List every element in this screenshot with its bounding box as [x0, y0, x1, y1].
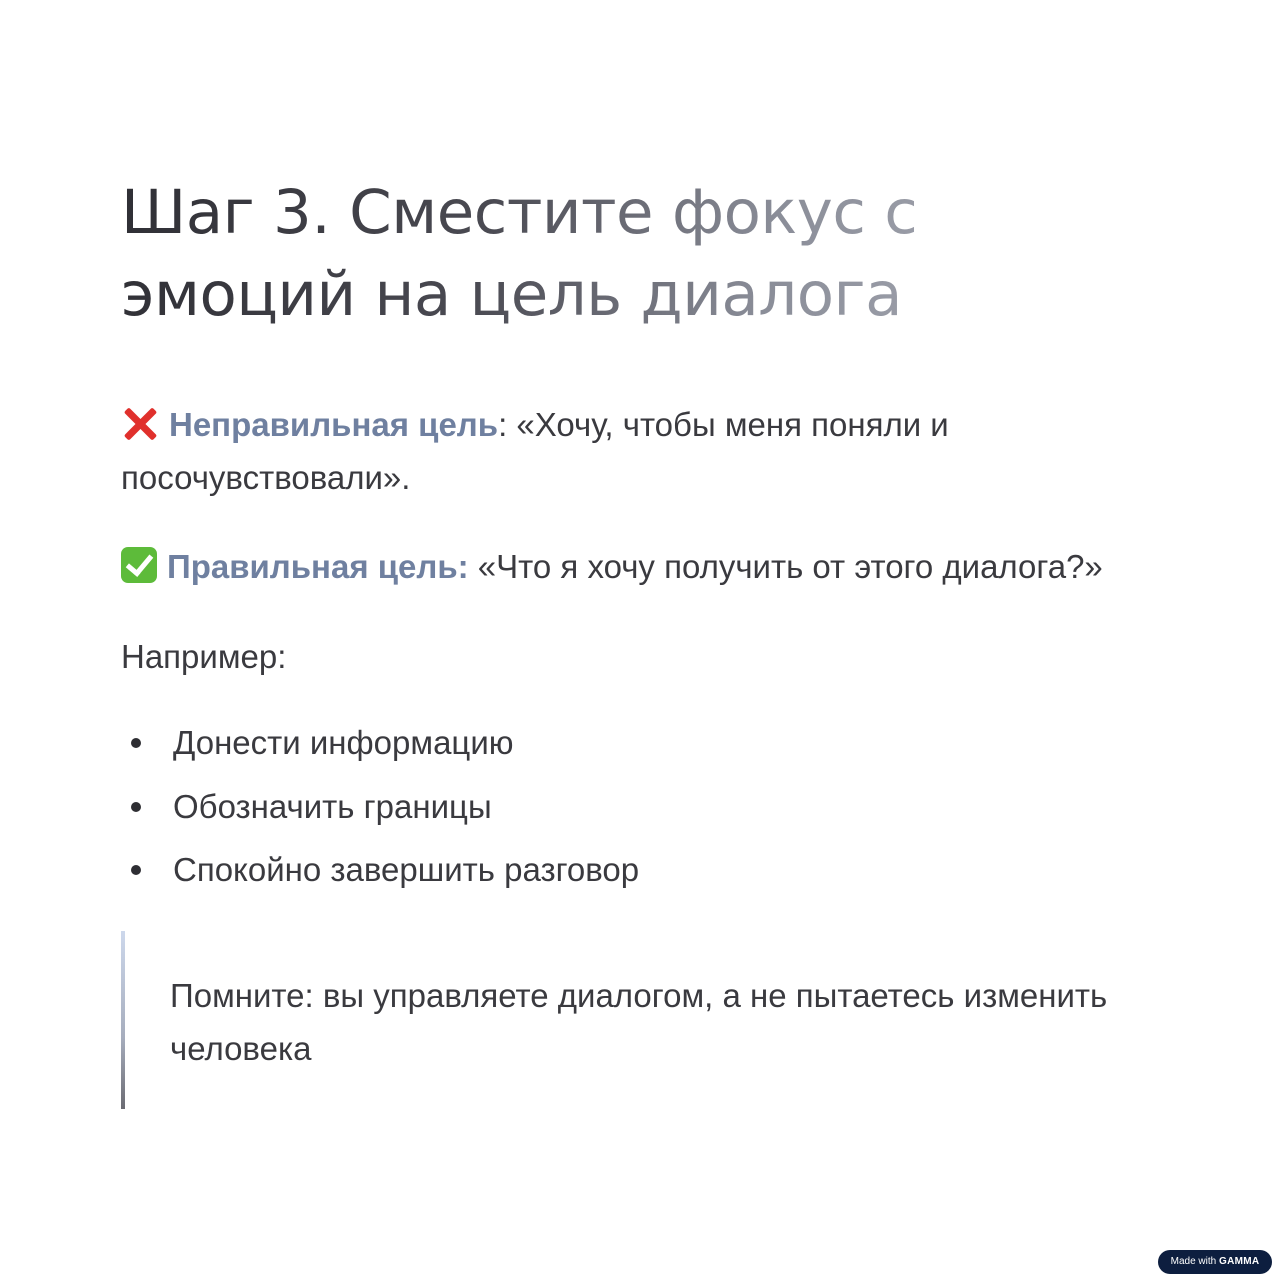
bullet-dot-icon [131, 738, 141, 748]
right-goal-text: «Что я хочу получить от этого диалога?» [468, 548, 1103, 585]
examples-list [121, 716, 639, 907]
cross-mark-icon [121, 404, 159, 442]
list-item [121, 780, 639, 833]
list-item [121, 843, 639, 896]
wrong-goal-label: Неправильная цель [169, 406, 499, 443]
example-label: Например: [121, 638, 287, 675]
wrong-goal-text: : «Хочу, чтобы меня поняли и посочувствовали». [121, 406, 949, 496]
list-item [121, 716, 639, 769]
made-with-gamma-badge[interactable] [1158, 1250, 1272, 1274]
list-item-text: Спокойно завершить разговор [173, 851, 640, 888]
title-line-2: эмоций на цель диалога [121, 259, 902, 330]
callout-accent-bar [121, 931, 125, 1109]
list-item-text: Обозначить границы [173, 787, 492, 825]
title-line-1: Шаг 3. Сместите фокус с [121, 177, 918, 248]
slide [121, 0, 1161, 1280]
right-goal-paragraph [121, 540, 1161, 593]
bullet-dot-icon [131, 802, 141, 812]
callout-text: Помните: вы управляете диалогом, а не пытаетесь изменить человека [170, 977, 1108, 1067]
badge-prefix: Made with [1170, 1256, 1217, 1267]
callout-quote [121, 931, 1161, 1109]
gamma-logo: GAMMA [1218, 1256, 1260, 1267]
list-item-text: Донести информацию [173, 724, 514, 761]
bullet-dot-icon [131, 865, 141, 875]
wrong-goal-paragraph [121, 398, 1161, 504]
check-mark-icon [121, 547, 157, 583]
page-title [121, 172, 1161, 336]
right-goal-label: Правильная цель: [167, 548, 469, 585]
